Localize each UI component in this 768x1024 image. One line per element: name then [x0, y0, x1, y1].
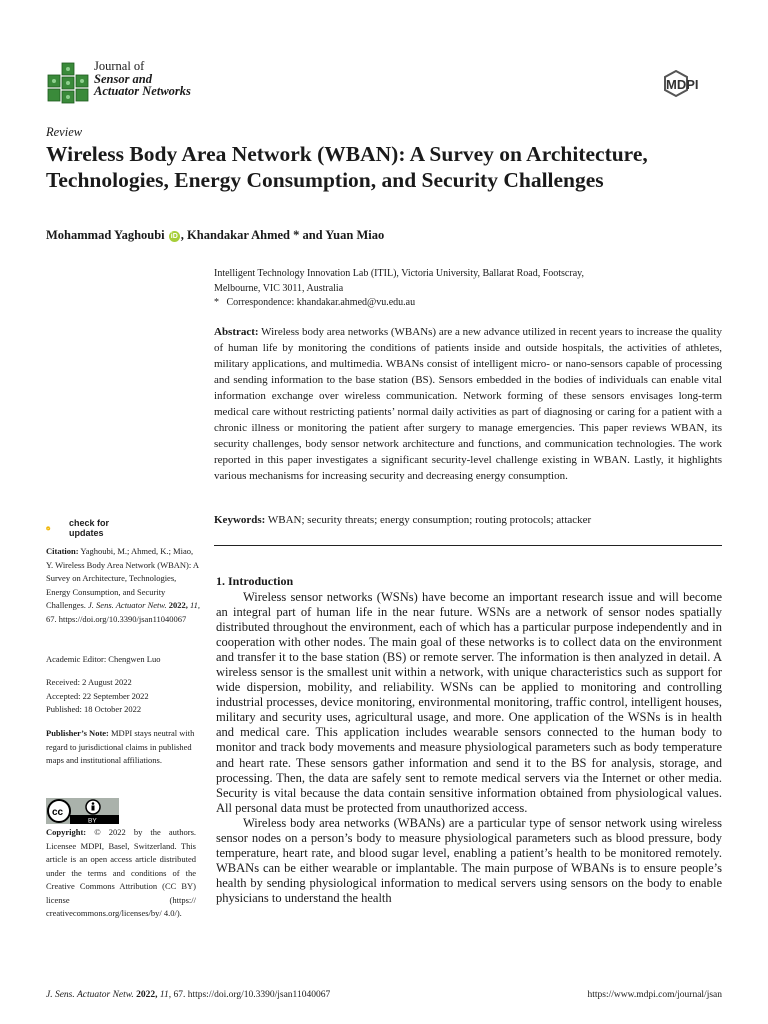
authors — [46, 228, 384, 243]
paragraph: Wireless body area networks (WBANs) are a particular type of sensor network using wireless sensor nodes on a person’s body to measure physiological parameters such as blood pressure, body temperature, heart rate, and blood sugar level, enabling a patient’s health to be monitored remotely. WBANs can be either wearable or implantable. The main purpose of WBANs is to ensure people’s health by sending physiological information to medical servers using sensors on the body to enable physicians to understand the health — [216, 815, 722, 905]
article-type: Review — [46, 125, 83, 139]
orcid-icon[interactable]: iD — [170, 233, 178, 240]
check-for-updates-icon[interactable] — [46, 518, 68, 540]
paragraph: Wireless sensor networks (WSNs) have become an important research issue and will become an integral part of human life in the near future. WSNs are a network of sensor nodes spatially distributed throughout the environment, each of which has a particular purpose independently and in cooperation with other nodes. The main goal of these networks is to collect data on the environment and transfer it to the base station (BS) or remote server. The information is then analyzed in detail. A wireless sensor is the smallest unit within a network, with unique characteristics such as support for wide dispersion, mobility, and reliability. WSNs can be applied to monitoring and controlling industrial processes, device monitoring, environmental monitoring, traffic control, intelligent houses, military and security uses, agricultural usage, and more. One application of the WSNs is in health and medical care. This application includes wearable sensors connected to the human body to monitor and track body movements and measure physiological parameters such as body temperature and heart rate. These sensors gather information and send it to the BS for analysis, storage, and processing. Then, the data are safely sent to remote medical servers via the Internet or other media. Security is vital because the data contain sensitive information obtained from physiological values. All personal data must be protected from unauthorized access. — [216, 590, 722, 815]
paper-title: Wireless Body Area Network (WBAN): A Survey on Architecture, Technologies, Energy Consumption, and Security Challenges — [46, 142, 648, 192]
cc-by-license-icon[interactable] — [46, 798, 119, 824]
doi-link[interactable]: 67. https://doi.org/10.3390/jsan11040067 — [46, 613, 187, 624]
body-text — [216, 590, 722, 906]
publisher-note: Publisher’s Note: MDPI stays neutral with regard to jurisdictional claims in published maps and institutional affiliations. — [46, 728, 195, 765]
correspondence-email[interactable]: Correspondence: khandakar.ahmed@vu.edu.au — [226, 297, 416, 308]
section-heading: 1. Introduction — [216, 574, 294, 588]
copyright: Copyright: © 2022 by the authors. Licensee MDPI, Basel, Switzerland. This article is an open access article distributed under the terms and conditions of the Creative Commons Attribution (CC BY) license (https:// creativecommons.org/licenses/by/ 4.0/). — [46, 827, 196, 918]
citation: Citation: Yaghoubi, M.; Ahmed, K.; Miao, Y. Wireless Body Area Network (WBAN): A Survey on Architecture, Technologies, Energy Consumption, and Security Challenges. J. Sens. Actuator Netw. 2022, 11, 67. https://doi.org/10.3390/jsan11040067 — [46, 546, 200, 624]
svg-text:BY: BY — [88, 817, 97, 824]
footer-doi-link[interactable]: 67. https://doi.org/10.3390/jsan11040067 — [173, 990, 331, 1000]
keywords: Keywords: WBAN; security threats; energy consumption; routing protocols; attacker — [214, 514, 592, 526]
check-for-updates-label[interactable]: check for updates — [69, 518, 110, 538]
journal-url-link[interactable]: https://www.mdpi.com/journal/jsan — [587, 990, 722, 1000]
divider — [214, 545, 722, 546]
journal-name: Journal of Sensor and Actuator Networks — [94, 59, 191, 98]
abstract: Abstract: Wireless body area networks (WBANs) are a new advance utilized in recent years to increase the quality of human life by monitoring the conditions of patients inside and outside hospitals, the activities of athletes, military applications, and multimedia. WBANs consist of intelligent micro- or nano-sensors capable of processing and sending information to the base station (BS). Sensors embedded in the bodies of individuals can enable vital information exchange over wireless communication. Network forming of these sensors envisages long-term medical care without restricting patients’ normal daily activities as part of diagnosing or caring for a patient with a chronic illness or monitoring the patient after surgery to manage emergencies. This paper reviews WBAN, its security challenges, body sensor network architecture and functions, and communication technologies. The work reported in this paper investigates a significant security-level challenge existing in WBAN. Lastly, it highlights various mechanisms for increasing security and decreasing energy consumption. — [214, 326, 722, 482]
author-name: Mohammad Yaghoubi — [46, 228, 165, 242]
author-names: , Khandakar Ahmed * and Yuan Miao — [180, 228, 385, 242]
mdpi-logo-icon — [664, 70, 720, 98]
dates: Received: 2 August 2022 Accepted: 22 September 2022 Published: 18 October 2022 — [46, 677, 149, 714]
svg-text:cc: cc — [52, 807, 64, 818]
affiliation: Intelligent Technology Innovation Lab (ITIL), Victoria University, Ballarat Road, Footscray, Melbourne, VIC 3011, Australia * Correspondence: khandakar.ahmed@vu.edu.au — [214, 268, 584, 308]
journal-logo-icon — [46, 61, 90, 105]
svg-text:MDPI: MDPI — [666, 77, 699, 92]
academic-editor: Academic Editor: Chengwen Luo — [46, 654, 161, 664]
page-footer: J. Sens. Actuator Netw. 2022, 11, 67. https://doi.org/10.3390/jsan11040067 https://www.mdpi.com/journal/jsan — [46, 990, 722, 1000]
